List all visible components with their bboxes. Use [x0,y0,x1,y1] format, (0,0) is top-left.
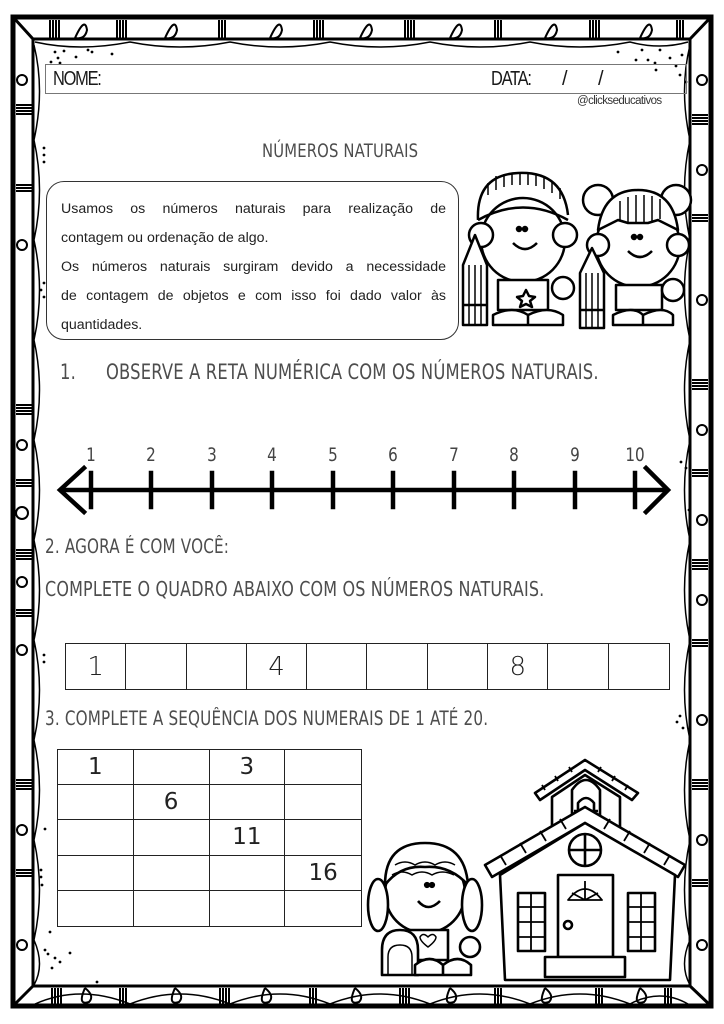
credit-handle: @clickseducativos [577,95,662,107]
grid-cell[interactable]: 11 [210,820,286,855]
row-cell-9[interactable] [548,644,608,689]
row-cell-3[interactable] [187,644,247,689]
number-line-label-2: 2 [146,444,156,466]
grid-cell[interactable] [210,785,286,820]
sequence-grid [57,749,362,927]
date-slash-2: / [598,68,604,90]
grid-cell[interactable] [210,891,286,926]
grid-cell[interactable] [285,750,361,785]
girl-and-schoolhouse-illustration [360,725,695,985]
grid-cell[interactable] [285,891,361,926]
number-line-label-6: 6 [388,444,398,466]
number-line-label-5: 5 [328,444,338,466]
number-line-label-9: 9 [570,444,580,466]
grid-cell[interactable] [58,785,134,820]
row-cell-5[interactable] [307,644,367,689]
info-line-4: de contagem de objetos e com isso foi dado valor às [61,288,446,304]
date-field-label: DATA: [491,68,531,90]
row-cell-2[interactable] [126,644,186,689]
row-cell-7[interactable] [428,644,488,689]
grid-cell[interactable]: 16 [285,856,361,891]
grid-cell[interactable]: 1 [58,750,134,785]
info-line-2: contagem ou ordenação de algo. [61,230,269,246]
number-row-table [65,643,670,690]
row-cell-10[interactable] [609,644,669,689]
name-field-label: NOME: [53,68,101,90]
row-cell-8[interactable]: 8 [488,644,548,689]
section1-instruction: OBSERVE A RETA NUMÉRICA COM OS NÚMEROS NATURAIS. [106,360,599,384]
grid-cell[interactable] [134,820,210,855]
date-slash-1: / [562,68,568,90]
row-cell-1[interactable]: 1 [66,644,126,689]
grid-cell[interactable] [285,820,361,855]
section1-number: 1. [60,360,76,384]
number-line-label-8: 8 [509,444,519,466]
number-line-label-3: 3 [207,444,217,466]
number-line-label-1: 1 [86,444,96,466]
grid-cell[interactable] [134,856,210,891]
grid-cell[interactable] [134,891,210,926]
grid-cell[interactable] [58,820,134,855]
number-line-label-7: 7 [449,444,459,466]
grid-cell[interactable] [58,891,134,926]
info-line-3: Os números naturais surgiram devido a necessidade [61,259,446,275]
grid-cell[interactable]: 3 [210,750,286,785]
number-line-label-10: 10 [625,444,645,466]
info-line-5: quantidades. [61,317,143,333]
grid-cell[interactable]: 6 [134,785,210,820]
grid-cell[interactable] [134,750,210,785]
section2-instruction: COMPLETE O QUADRO ABAIXO COM OS NÚMEROS NATURAIS. [45,577,545,601]
info-line-1: Usamos os números naturais para realização de [61,201,446,217]
grid-cell[interactable] [210,856,286,891]
row-cell-6[interactable] [367,644,427,689]
page-title: NÚMEROS NATURAIS [262,140,419,162]
row-cell-4[interactable]: 4 [247,644,307,689]
number-line-label-4: 4 [267,444,277,466]
section2-heading: 2. AGORA É COM VOCÊ: [45,535,230,558]
grid-cell[interactable] [285,785,361,820]
section3-heading: 3. COMPLETE A SEQUÊNCIA DOS NUMERAIS DE 1 ATÉ 20. [45,707,489,730]
grid-cell[interactable] [58,856,134,891]
